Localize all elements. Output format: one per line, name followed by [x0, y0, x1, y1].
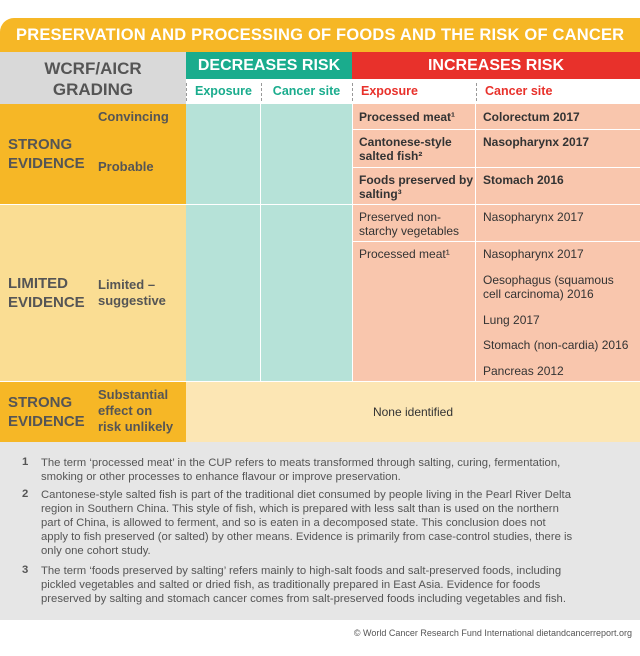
site-stomach-noncardia: Stomach (non-cardia) 2016: [483, 338, 629, 352]
strong-evidence-2-line2: EVIDENCE: [8, 413, 85, 430]
substantial-line1: Substantial: [98, 387, 169, 402]
footnote-line: preserved by salting and stomach cancer comes from salt-preserved foods including vegetables and fish.: [41, 593, 566, 605]
row-divider: [353, 241, 640, 242]
strong-evidence-line1: STRONG: [8, 136, 73, 153]
limited-suggestive-cell: [92, 205, 186, 381]
footnote-line: smoking or other processes to enhance flavour or improve preservation.: [41, 471, 401, 483]
strong-evidence-2-cell: [0, 382, 92, 442]
substantial-effect-cell: [92, 382, 186, 442]
strong-evidence-line2: EVIDENCE: [8, 155, 85, 172]
footnote-1: [41, 456, 633, 484]
limited-evidence-line1: LIMITED: [8, 275, 68, 292]
footnote-3: [41, 564, 633, 606]
increases-cancer-site-header: Cancer site: [476, 79, 640, 104]
footnote-line: part of China, is allowed to ferment, and so is eaten in a decomposed state. This conclusion does not: [41, 517, 546, 529]
limited-evidence-cell: [0, 205, 92, 381]
site-colorectum: Colorectum 2017: [483, 110, 580, 124]
exposure-processed-meat: Processed meat¹: [359, 110, 456, 124]
limited-suggestive-line2: suggestive: [98, 293, 166, 308]
row-divider: [0, 381, 640, 382]
nonstarchy-line2: starchy vegetables: [359, 224, 460, 238]
foods-salting-line1: Foods preserved by: [359, 173, 474, 187]
footnote-2-number: 2: [22, 488, 29, 500]
site-nasopharynx: Nasopharynx 2017: [483, 135, 590, 149]
header-divider: [186, 83, 187, 101]
site-pancreas: Pancreas 2012: [483, 364, 564, 378]
increases-risk-header: INCREASES RISK: [352, 52, 640, 79]
substantial-line3: risk unlikely: [98, 419, 174, 434]
footnote-line: pickled vegetables and salted or dried fish, as traditionally prepared in East Asia. Evidence for foods: [41, 579, 541, 591]
foods-salting-line2: salting³: [359, 187, 402, 201]
exposure-processed-meat-limited: Processed meat¹: [359, 247, 450, 261]
footnote-line: region in Southern China. This style of fish, which is prepared with less salt than is used on the northern: [41, 503, 559, 515]
footnote-line: The term ‘processed meat’ in the CUP refers to meats transformed through salting, curing, fermentation,: [41, 457, 561, 469]
site-nasopharynx: Nasopharynx 2017: [483, 247, 584, 261]
limited-evidence-line2: EVIDENCE: [8, 294, 85, 311]
footnote-line: only one cohort study.: [41, 545, 151, 557]
cantonese-line1: Cantonese-style: [359, 135, 452, 149]
row-divider: [353, 129, 640, 130]
grading-header-line2: GRADING: [52, 80, 134, 99]
oesophagus-line1: Oesophagus (squamous: [483, 273, 614, 287]
site-lung: Lung 2017: [483, 313, 540, 327]
footnote-1-number: 1: [22, 456, 29, 468]
decreases-cancer-site-header: Cancer site: [261, 79, 352, 104]
decreases-risk-header: DECREASES RISK: [186, 52, 352, 79]
header-divider: [261, 83, 262, 101]
oesophagus-line2: cell carcinoma) 2016: [483, 287, 594, 301]
decreases-cancer-site-column: [261, 104, 352, 381]
probable-label: Probable: [98, 159, 154, 174]
row-divider: [186, 204, 640, 205]
convincing-cell: [92, 104, 186, 129]
substantial-line2: effect on: [98, 403, 153, 418]
footnote-3-number: 3: [22, 564, 29, 576]
footnote-line: The term ‘foods preserved by salting’ refers mainly to high-salt foods and salt-preserved foods, including: [41, 565, 562, 577]
grading-header: [0, 52, 186, 104]
exposure-foods-preserved-by-salting: [352, 173, 476, 201]
none-identified-cell: None identified: [186, 382, 640, 442]
footnote-line: Cantonese-style salted fish is part of the traditional diet consumed by people living in the Pearl River Delta: [41, 489, 571, 501]
site-nasopharynx: Nasopharynx 2017: [483, 210, 584, 224]
nonstarchy-line1: Preserved non-: [359, 210, 442, 224]
footnote-line: apply to fish preserved (or salted) by other means. Evidence is primarily from case-control studies, there is: [41, 531, 573, 543]
cantonese-line2: salted fish²: [359, 149, 423, 163]
increases-exposure-header: Exposure: [352, 79, 476, 104]
convincing-label: Convincing: [98, 109, 169, 124]
header-divider: [352, 83, 353, 101]
site-stomach: Stomach 2016: [483, 173, 564, 187]
header-divider: [476, 83, 477, 101]
footnotes-panel: [0, 442, 640, 620]
strong-evidence-cell: [0, 104, 92, 204]
exposure-nonstarchy-vegetables: [352, 210, 476, 238]
site-oesophagus: [476, 273, 640, 301]
decreases-exposure-header: Exposure: [186, 79, 261, 104]
exposure-cantonese-salted-fish: [352, 135, 476, 163]
decreases-exposure-column: [186, 104, 260, 381]
limited-suggestive-line1: Limited –: [98, 277, 156, 292]
row-divider: [353, 167, 640, 168]
probable-cell: [92, 129, 186, 204]
grading-header-line1: WCRF/AICR: [44, 59, 142, 78]
footnote-2: [41, 488, 633, 558]
page-title: PRESERVATION AND PROCESSING OF FOODS AND THE RISK OF CANCER: [0, 18, 640, 52]
copyright-footer: © World Cancer Research Fund International dietandcancerreport.org: [353, 628, 632, 638]
strong-evidence-2-line1: STRONG: [8, 394, 73, 411]
